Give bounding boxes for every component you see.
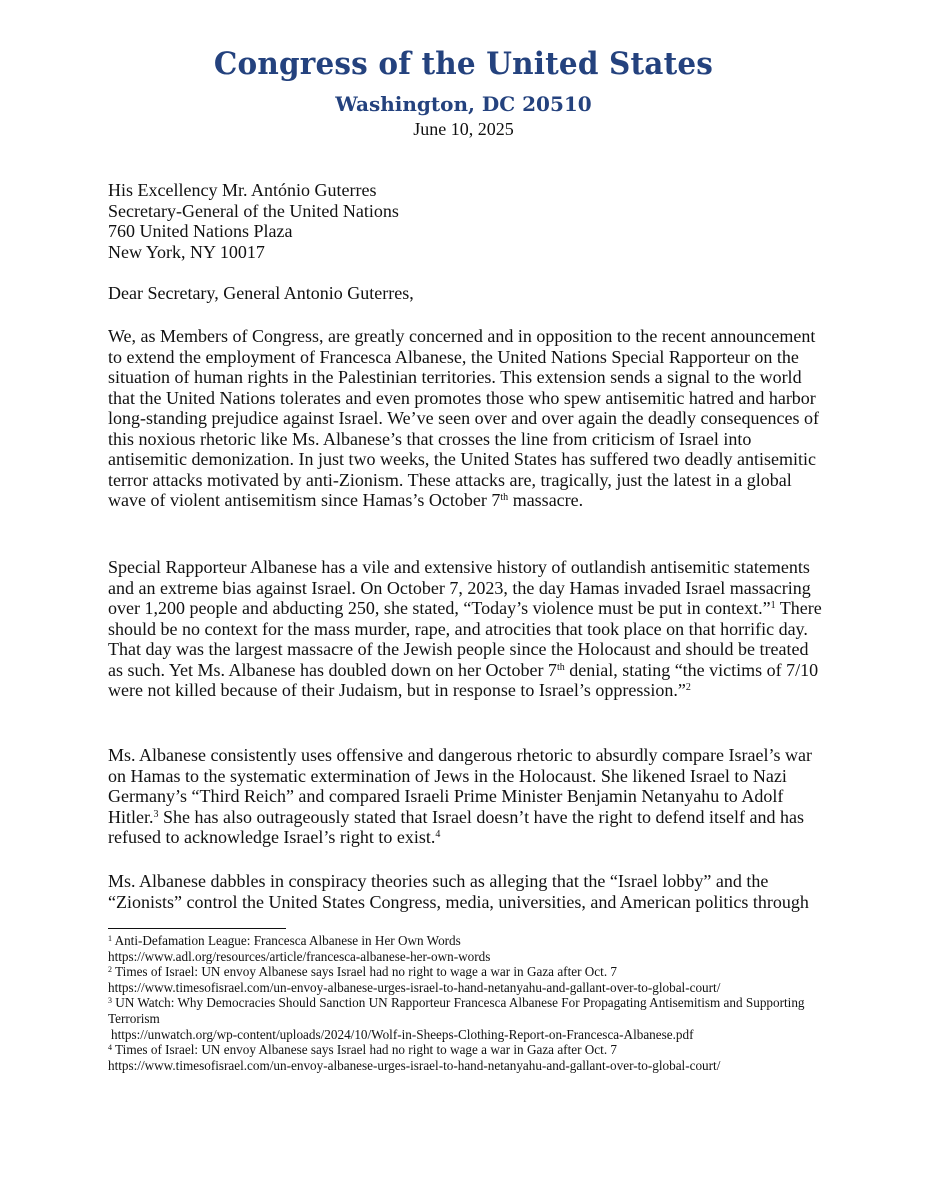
superscript: th xyxy=(556,661,565,673)
paragraph-3 xyxy=(108,745,826,848)
letter-date: June 10, 2025 xyxy=(413,119,514,139)
footnote-number: 4 xyxy=(108,1043,112,1053)
footnote xyxy=(108,995,824,1042)
footnote-url[interactable]: https://www.timesofisrael.com/un-envoy-albanese-urges-israel-to-hand-netanyahu-and-gallant-over-to-global-court/ xyxy=(108,979,721,995)
footnote-ref: 2 xyxy=(685,682,691,693)
paragraph-text: We, as Members of Congress, are greatly concerned and in opposition to the recent announcement to extend the employment of Francesca Albanese, the United Nations Special Rapporteur on the situation of human rights in the Palestinian territories. This extension sends a signal to the world that the United Nations tolerates and even promotes those who spew antisemitic hatred and harbor long-standing prejudice against Israel. We’ve seen over and over again the deadly consequences of this noxious rhetoric like Ms. Albanese’s that crosses the line from criticism of Israel into antisemitic demonization. In just two weeks, the United States has suffered two deadly antisemitic terror attacks motivated by anti-Zionism. These attacks are, tragically, just the latest in a global wave of violent antisemitism since Hamas’s October 7 xyxy=(108,326,819,510)
footnote xyxy=(108,933,824,964)
paragraph-2 xyxy=(108,557,826,701)
paragraph-text: massacre. xyxy=(508,490,584,510)
letterhead-subtitle: Washington, DC 20510 xyxy=(335,92,592,116)
footnote-url[interactable]: https://www.timesofisrael.com/un-envoy-albanese-urges-israel-to-hand-netanyahu-and-gallant-over-to-global-court/ xyxy=(108,1057,721,1073)
paragraph-text: Special Rapporteur Albanese has a vile and extensive history of outlandish antisemitic statements and an extreme bias against Israel. On October 7, 2023, the day Hamas invaded Israel massacring over 1,200 people and abducting 250, she stated, “Today’s violence must be put in context.” xyxy=(108,557,811,618)
footnote-number: 1 xyxy=(108,934,112,943)
footnote xyxy=(108,1042,824,1073)
paragraph-4 xyxy=(108,871,826,912)
address-line: 760 United Nations Plaza xyxy=(108,221,293,241)
footnote-text: Times of Israel: UN envoy Albanese says Israel had no right to wage a war in Gaza after Oct. 7 xyxy=(112,1042,618,1058)
paragraph-text: Ms. Albanese dabbles in conspiracy theories such as alleging that the “Israel lobby” and the “Zionists” control the United States Congress, media, universities, and American politics through xyxy=(108,871,809,912)
address-line: His Excellency Mr. António Guterres xyxy=(108,180,377,200)
footnote-ref: 1 xyxy=(770,600,776,611)
footnote-url[interactable]: https://www.adl.org/resources/article/francesca-albanese-her-own-words xyxy=(108,948,491,964)
paragraph-text: denial, stating “the victims of 7/10 were not killed because of their Judaism, but in response to Israel’s oppression.” xyxy=(108,659,819,700)
superscript: th xyxy=(500,492,509,503)
footnote-number: 2 xyxy=(108,965,112,975)
footnotes xyxy=(108,933,824,1073)
footnote-text: Anti-Defamation League: Francesca Albanese in Her Own Words xyxy=(112,933,461,948)
salutation: Dear Secretary, General Antonio Guterres, xyxy=(108,283,414,303)
paragraph-1 xyxy=(108,326,826,511)
paragraph-text: Ms. Albanese consistently uses offensive and dangerous rhetoric to absurdly compare Israel’s war on Hamas to the systematic extermination of Jews in the Holocaust. She likened Israel to Nazi Germany’s “Third Reich” and compared Israeli Prime Minister Benjamin Netanyahu to Adolf Hitler. xyxy=(108,745,812,827)
footnote-number: 3 xyxy=(108,996,112,1006)
footnote-divider xyxy=(108,928,286,929)
footnote-ref: 4 xyxy=(435,829,441,840)
paragraph-text: There should be no context for the mass murder, rape, and atrocities that took place on that horrific day. That day was the largest massacre of the Jewish people since the Holocaust and should be treated as such. Yet Ms. Albanese has doubled down on her October 7 xyxy=(108,598,822,680)
footnote-text: Times of Israel: UN envoy Albanese says Israel had no right to wage a war in Gaza after Oct. 7 xyxy=(112,964,618,980)
footnote xyxy=(108,964,824,995)
address-line: New York, NY 10017 xyxy=(108,241,265,262)
footnote-text: UN Watch: Why Democracies Should Sanction UN Rapporteur Francesca Albanese For Propagating Antisemitism and Supporting Terrorism xyxy=(108,995,805,1026)
recipient-address xyxy=(108,180,826,262)
footnote-ref: 3 xyxy=(153,808,159,820)
paragraph-text: She has also outrageously stated that Israel doesn’t have the right to defend itself and has refused to acknowledge Israel’s right to exist. xyxy=(108,806,804,847)
footnote-url[interactable]: https://unwatch.org/wp-content/uploads/2024/10/Wolf-in-Sheeps-Clothing-Report-on-Francesca-Albanese.pdf xyxy=(111,1026,694,1042)
letterhead-title: Congress of the United States xyxy=(213,46,714,82)
address-line: Secretary-General of the United Nations xyxy=(108,200,399,221)
